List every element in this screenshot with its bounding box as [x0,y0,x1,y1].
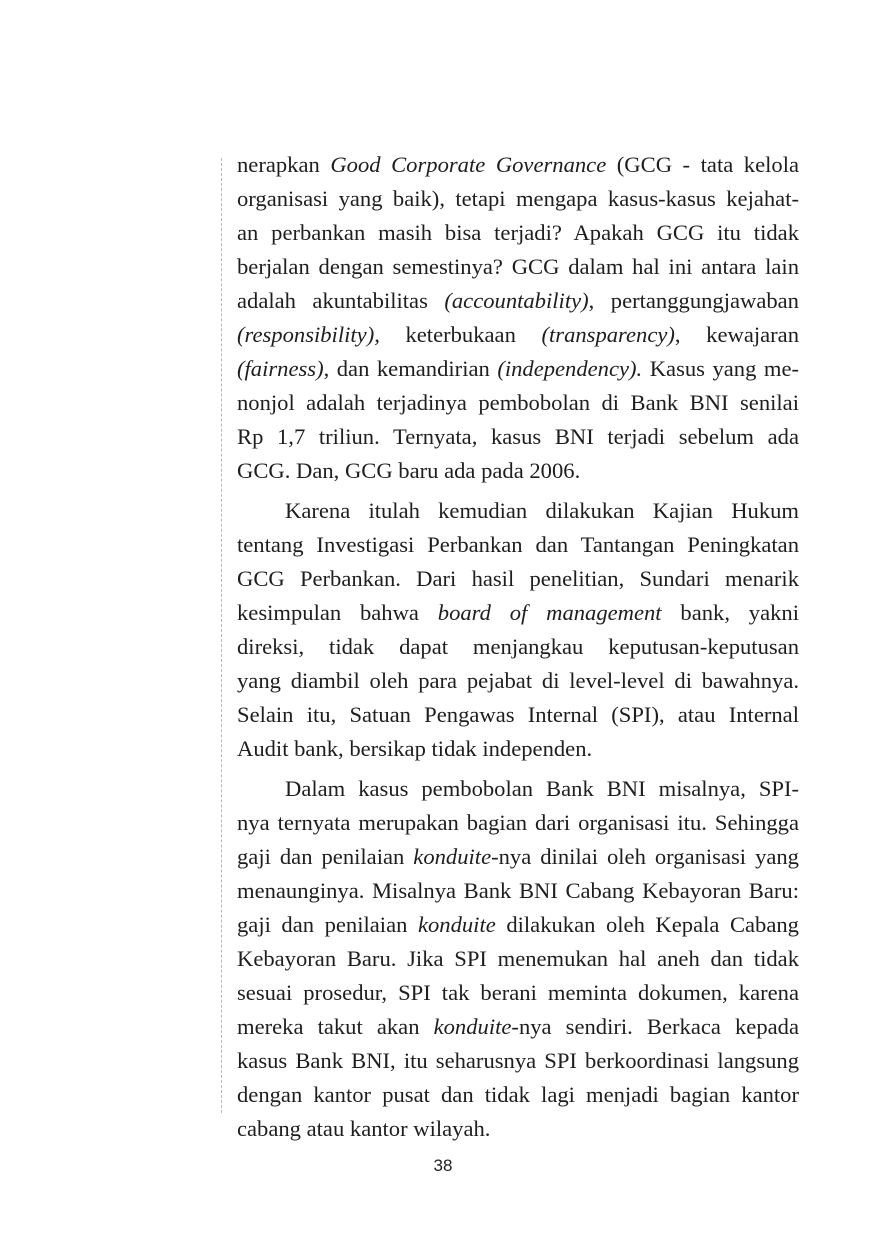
text-line [237,772,799,806]
text-run: GCG. Dan, GCG baru ada pada 2006. [237,458,581,483]
italic-term: (transparency) [541,322,675,347]
text-run: dilakukan oleh Kepala Cabang [495,912,799,937]
text-line [237,318,799,352]
text-run: Dalam kasus pembobolan Bank BNI misalnya, SPI- [285,776,799,801]
text-run: -nya sendiri. Berkaca kepada [511,1014,799,1039]
text-line [237,528,799,562]
text-run: adalah akuntabilitas [237,288,445,313]
text-line [237,630,799,664]
italic-term: (independency). [497,356,643,381]
text-run: kasus Bank BNI, itu seharusnya SPI berkoordinasi langsung [237,1048,799,1073]
text-line [237,976,799,1010]
text-line [237,386,799,420]
text-line [237,148,799,182]
text-line [237,454,799,488]
text-line [237,1112,799,1146]
text-line [237,908,799,942]
text-line [237,182,799,216]
text-line [237,698,799,732]
italic-term: (responsibility), [237,322,380,347]
text-run: keterbukaan [379,322,542,347]
text-line [237,806,799,840]
italic-term: konduite [433,1014,512,1039]
text-run: , kewajaran [674,322,799,347]
text-run: tentang Investigasi Perbankan dan Tantangan Peningkatan [237,532,799,557]
text-line [237,420,799,454]
italic-term: (fairness) [237,356,324,381]
text-run: nerapkan [237,152,331,177]
text-run: direksi, tidak dapat menjangkau keputusan-keputusan [237,634,799,659]
italic-term: konduite [413,844,492,869]
text-run: gaji dan penilaian [237,912,418,937]
text-run: yang diambil oleh para pejabat di level-level di bawahnya. [237,668,799,693]
text-run: nya ternyata merupakan bagian dari organisasi itu. Sehingga [237,810,799,835]
text-run: Kasus yang me- [642,356,799,381]
text-run: (GCG - tata kelola [606,152,800,177]
paragraph-3 [237,772,799,1146]
text-run: Karena itulah kemudian dilakukan Kajian Hukum [285,498,799,523]
text-run: bank, yakni [661,600,799,625]
paragraph-2 [237,494,799,766]
text-line [237,1010,799,1044]
text-line [237,250,799,284]
text-run: Selain itu, Satuan Pengawas Internal (SPI), atau Internal [237,702,799,727]
italic-term: konduite [417,912,496,937]
text-run: , dan kemandirian [323,356,498,381]
text-line [237,352,799,386]
text-line [237,840,799,874]
text-run: kesimpulan bahwa [237,600,438,625]
text-run: , pertanggungjawaban [588,288,799,313]
text-line [237,596,799,630]
text-line [237,494,799,528]
text-run: mereka takut akan [237,1014,434,1039]
text-run: an perbankan masih bisa terjadi? Apakah GCG itu tidak [237,220,799,245]
text-run: GCG Perbankan. Dari hasil penelitian, Sundari menarik [237,566,799,591]
text-run: Audit bank, bersikap tidak independen. [237,736,593,761]
italic-term: Good Corporate Governance [330,152,607,177]
text-run: -nya dinilai oleh organisasi yang [491,844,799,869]
text-line [237,216,799,250]
text-run: berjalan dengan semestinya? GCG dalam hal ini antara lain [237,254,799,279]
text-line [237,732,799,766]
text-run: sesuai prosedur, SPI tak berani meminta dokumen, karena [237,980,799,1005]
text-line [237,1044,799,1078]
text-run: organisasi yang baik), tetapi mengapa kasus-kasus kejahat- [237,186,799,211]
text-run: dengan kantor pusat dan tidak lagi menjadi bagian kantor [237,1082,799,1107]
text-line [237,942,799,976]
margin-rule [221,158,222,1113]
text-run: cabang atau kantor wilayah. [237,1116,491,1141]
text-line [237,874,799,908]
paragraph-1 [237,148,799,488]
italic-term: (accountability) [444,288,589,313]
text-run: menaunginya. Misalnya Bank BNI Cabang Kebayoran Baru: [237,878,799,903]
text-run: Rp 1,7 triliun. Ternyata, kasus BNI terjadi sebelum ada [237,424,799,449]
italic-term: board of management [437,600,662,625]
text-line [237,284,799,318]
text-line [237,562,799,596]
body-text [237,148,799,1146]
text-line [237,664,799,698]
text-run: nonjol adalah terjadinya pembobolan di Bank BNI senilai [237,390,799,415]
page-number: 38 [433,1156,453,1175]
text-run: gaji dan penilaian [237,844,414,869]
text-line [237,1078,799,1112]
text-run: Kebayoran Baru. Jika SPI menemukan hal aneh dan tidak [237,946,799,971]
